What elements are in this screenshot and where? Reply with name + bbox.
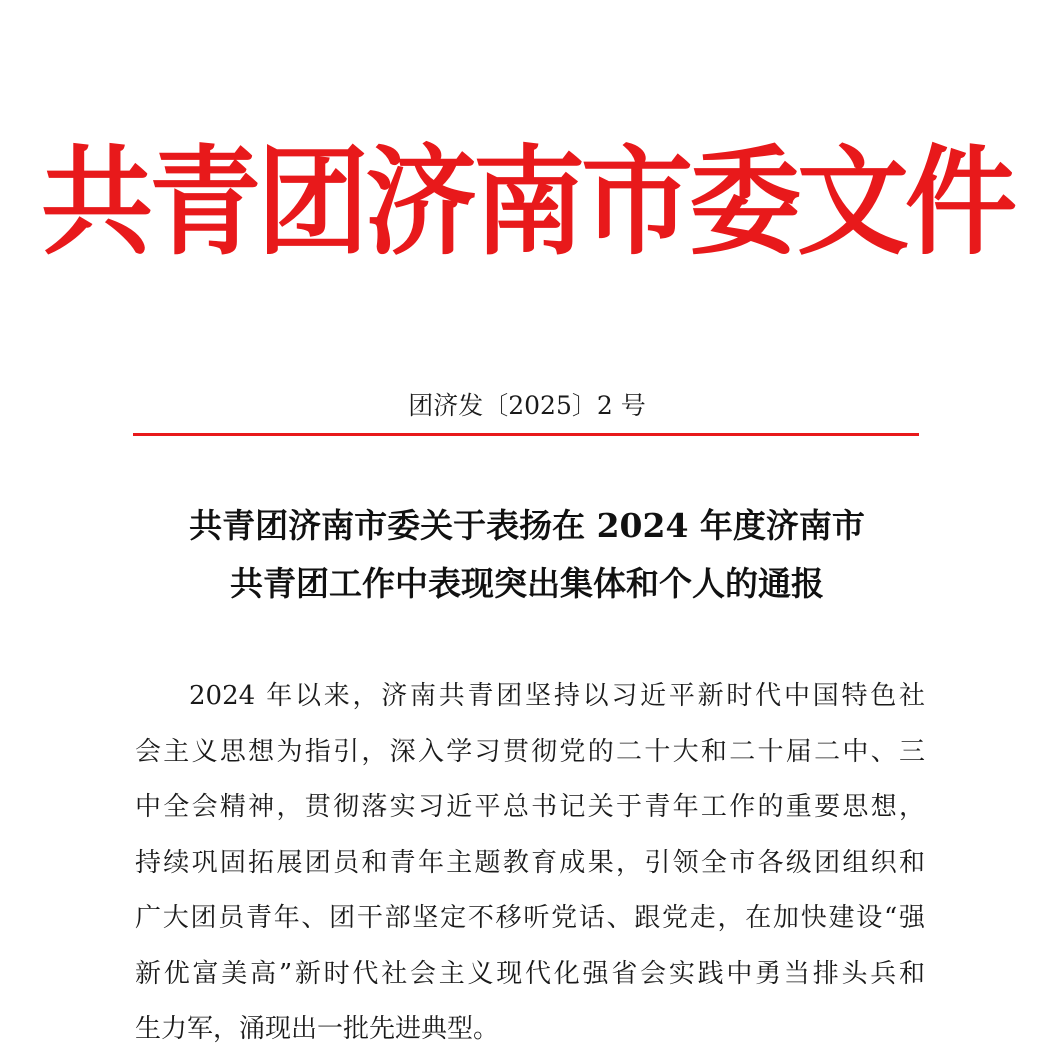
masthead-title: 共青团济南市委文件: [41, 133, 1013, 272]
body-line: 2024 年以来，济南共青团坚持以习近平新时代中国特色社: [189, 681, 925, 711]
notice-title: [100, 497, 954, 613]
body-line: 广大团员青年、团干部坚定不移听党话、跟党走，在加快建设“强: [135, 903, 925, 933]
body-line: 中全会精神，贯彻落实习近平总书记关于青年工作的重要思想，: [135, 792, 925, 822]
body-line: 持续巩固拓展团员和青年主题教育成果，引领全市各级团组织和: [135, 847, 925, 878]
notice-title-line-1: 共青团济南市委关于表扬在 2024 年度济南市: [189, 506, 865, 545]
body-paragraph: [135, 669, 925, 1058]
red-separator-line: [133, 433, 919, 436]
notice-title-line-2: 共青团工作中表现突出集体和个人的通报: [230, 564, 824, 603]
document-number: 团济发〔2025〕2 号: [408, 391, 646, 420]
body-line: 新优富美高”新时代社会主义现代化强省会实践中勇当排头兵和: [135, 958, 925, 989]
body-line: 会主义思想为指引，深入学习贯彻党的二十大和二十届二中、三: [135, 736, 925, 767]
body-line: 生力军，涌现出一批先进典型。: [135, 1014, 500, 1044]
